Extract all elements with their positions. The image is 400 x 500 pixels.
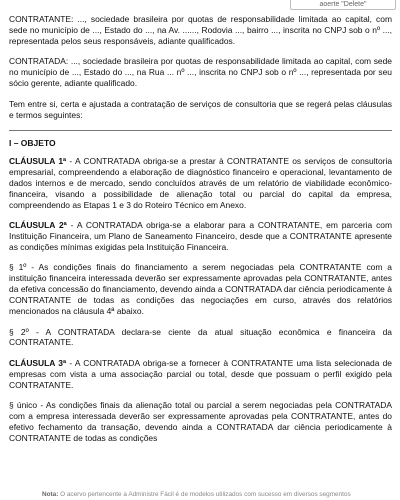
clause-1-heading: CLÁUSULA 1ª bbox=[9, 155, 67, 166]
agreement-intro-paragraph: Tem entre si, certa e ajustada a contratação de serviços de consultoria que se regerá pelas cláusulas e termos seguintes: bbox=[9, 98, 392, 120]
footer-note bbox=[0, 489, 400, 500]
clause-1-body: - A CONTRATADA obriga-se a prestar à CONTRATANTE os serviços de consultoria empresarial, compreendendo a elaboração de diagnóstico financeiro e operacional, levantamento de dados internos e de mercado, sendo concluídos através de um relatório de viabilidade econômico-financeira, visando a possibilidade de alienação total ou parcial do capital da empresa, compreendendo as Etapas 1 e 3 do Roteiro Técnico em Anexo. bbox=[9, 155, 393, 210]
clause-2 bbox=[9, 220, 392, 253]
clause-2-paragraph-2: § 2º - A CONTRATADA declara-se ciente da atual situação econômica e financeira da CONTRATANTE. bbox=[9, 326, 392, 348]
clause-2-heading: CLÁUSULA 2ª bbox=[9, 220, 67, 231]
clause-3-single-paragraph: § único - As condições finais da alienação total ou parcial a serem negociadas pela CONTRATADA com a empresa interessada deverão ser expressamente aprovadas pela CONTRATANTE, antes do efetivo fechamento da transação, devendo ainda a CONTRATADA dar ciência periodicamente à CONTRATANTE de todas as condições bbox=[9, 400, 392, 443]
clause-2-paragraph-1: § 1º - As condições finais do financiamento a serem negociadas pela CONTRATANTE com a instituição financeira interessada deverão ser expressamente aprovadas pela CONTRATANTE, antes da efetiva concessão do financiamento, devendo ainda a CONTRATADA dar ciência periodicamente à CONTRATANTE de todas as condições das negociações em curso, através dos relatórios mencionados na cláusula 4ª abaixo. bbox=[9, 262, 392, 316]
clause-3-body: - A CONTRATADA obriga-se a fornecer à CONTRATANTE uma lista selecionada de empresas com vista a uma associação parcial ou total, desde que possuam o perfil exigido pela CONTRATANTE. bbox=[9, 357, 393, 390]
clause-1 bbox=[9, 156, 392, 211]
contratante-paragraph: CONTRATANTE: ..., sociedade brasileira por quotas de responsabilidade limitada ao capital, com sede no município de ..., Estado do ..., na Av. ......, Rodovia ..., bairro ..., inscrita no CNPJ sob o nº ..., representada pelos seus responsáveis, adiante qualificados. bbox=[9, 14, 392, 46]
clause-2-body: - A CONTRATADA obriga-se a elaborar para a CONTRATANTE, em parceria com Instituição Financeira, um Plano de Saneamento Financeiro, desde que a CONTRATANTE apresente as condições mínimas exigidas pela Instituição Financeira. bbox=[9, 220, 393, 252]
clause-3-heading: CLÁUSULA 3ª bbox=[9, 357, 67, 368]
footer-note-label: Nota: bbox=[42, 491, 59, 498]
section-divider bbox=[9, 130, 392, 131]
footer-note-text: O acervo pertencente a Administre Fácil é de modelos utilizados com sucesso em diversos segmentos bbox=[58, 491, 351, 498]
delete-hint-box: aoerte "Delete" bbox=[290, 0, 396, 10]
clause-3 bbox=[9, 358, 392, 391]
contract-document bbox=[9, 14, 392, 448]
contratada-paragraph: CONTRATADA: ..., sociedade brasileira por quotas de responsabilidade limitada ao capital, com sede no município de ..., Estado do ..., na Rua ... nº ..., inscrita no CNPJ sob o nº ..., representada por seu sócio gerente, adiante qualificado. bbox=[9, 56, 392, 89]
section-title-objeto: I – OBJETO bbox=[9, 138, 56, 149]
